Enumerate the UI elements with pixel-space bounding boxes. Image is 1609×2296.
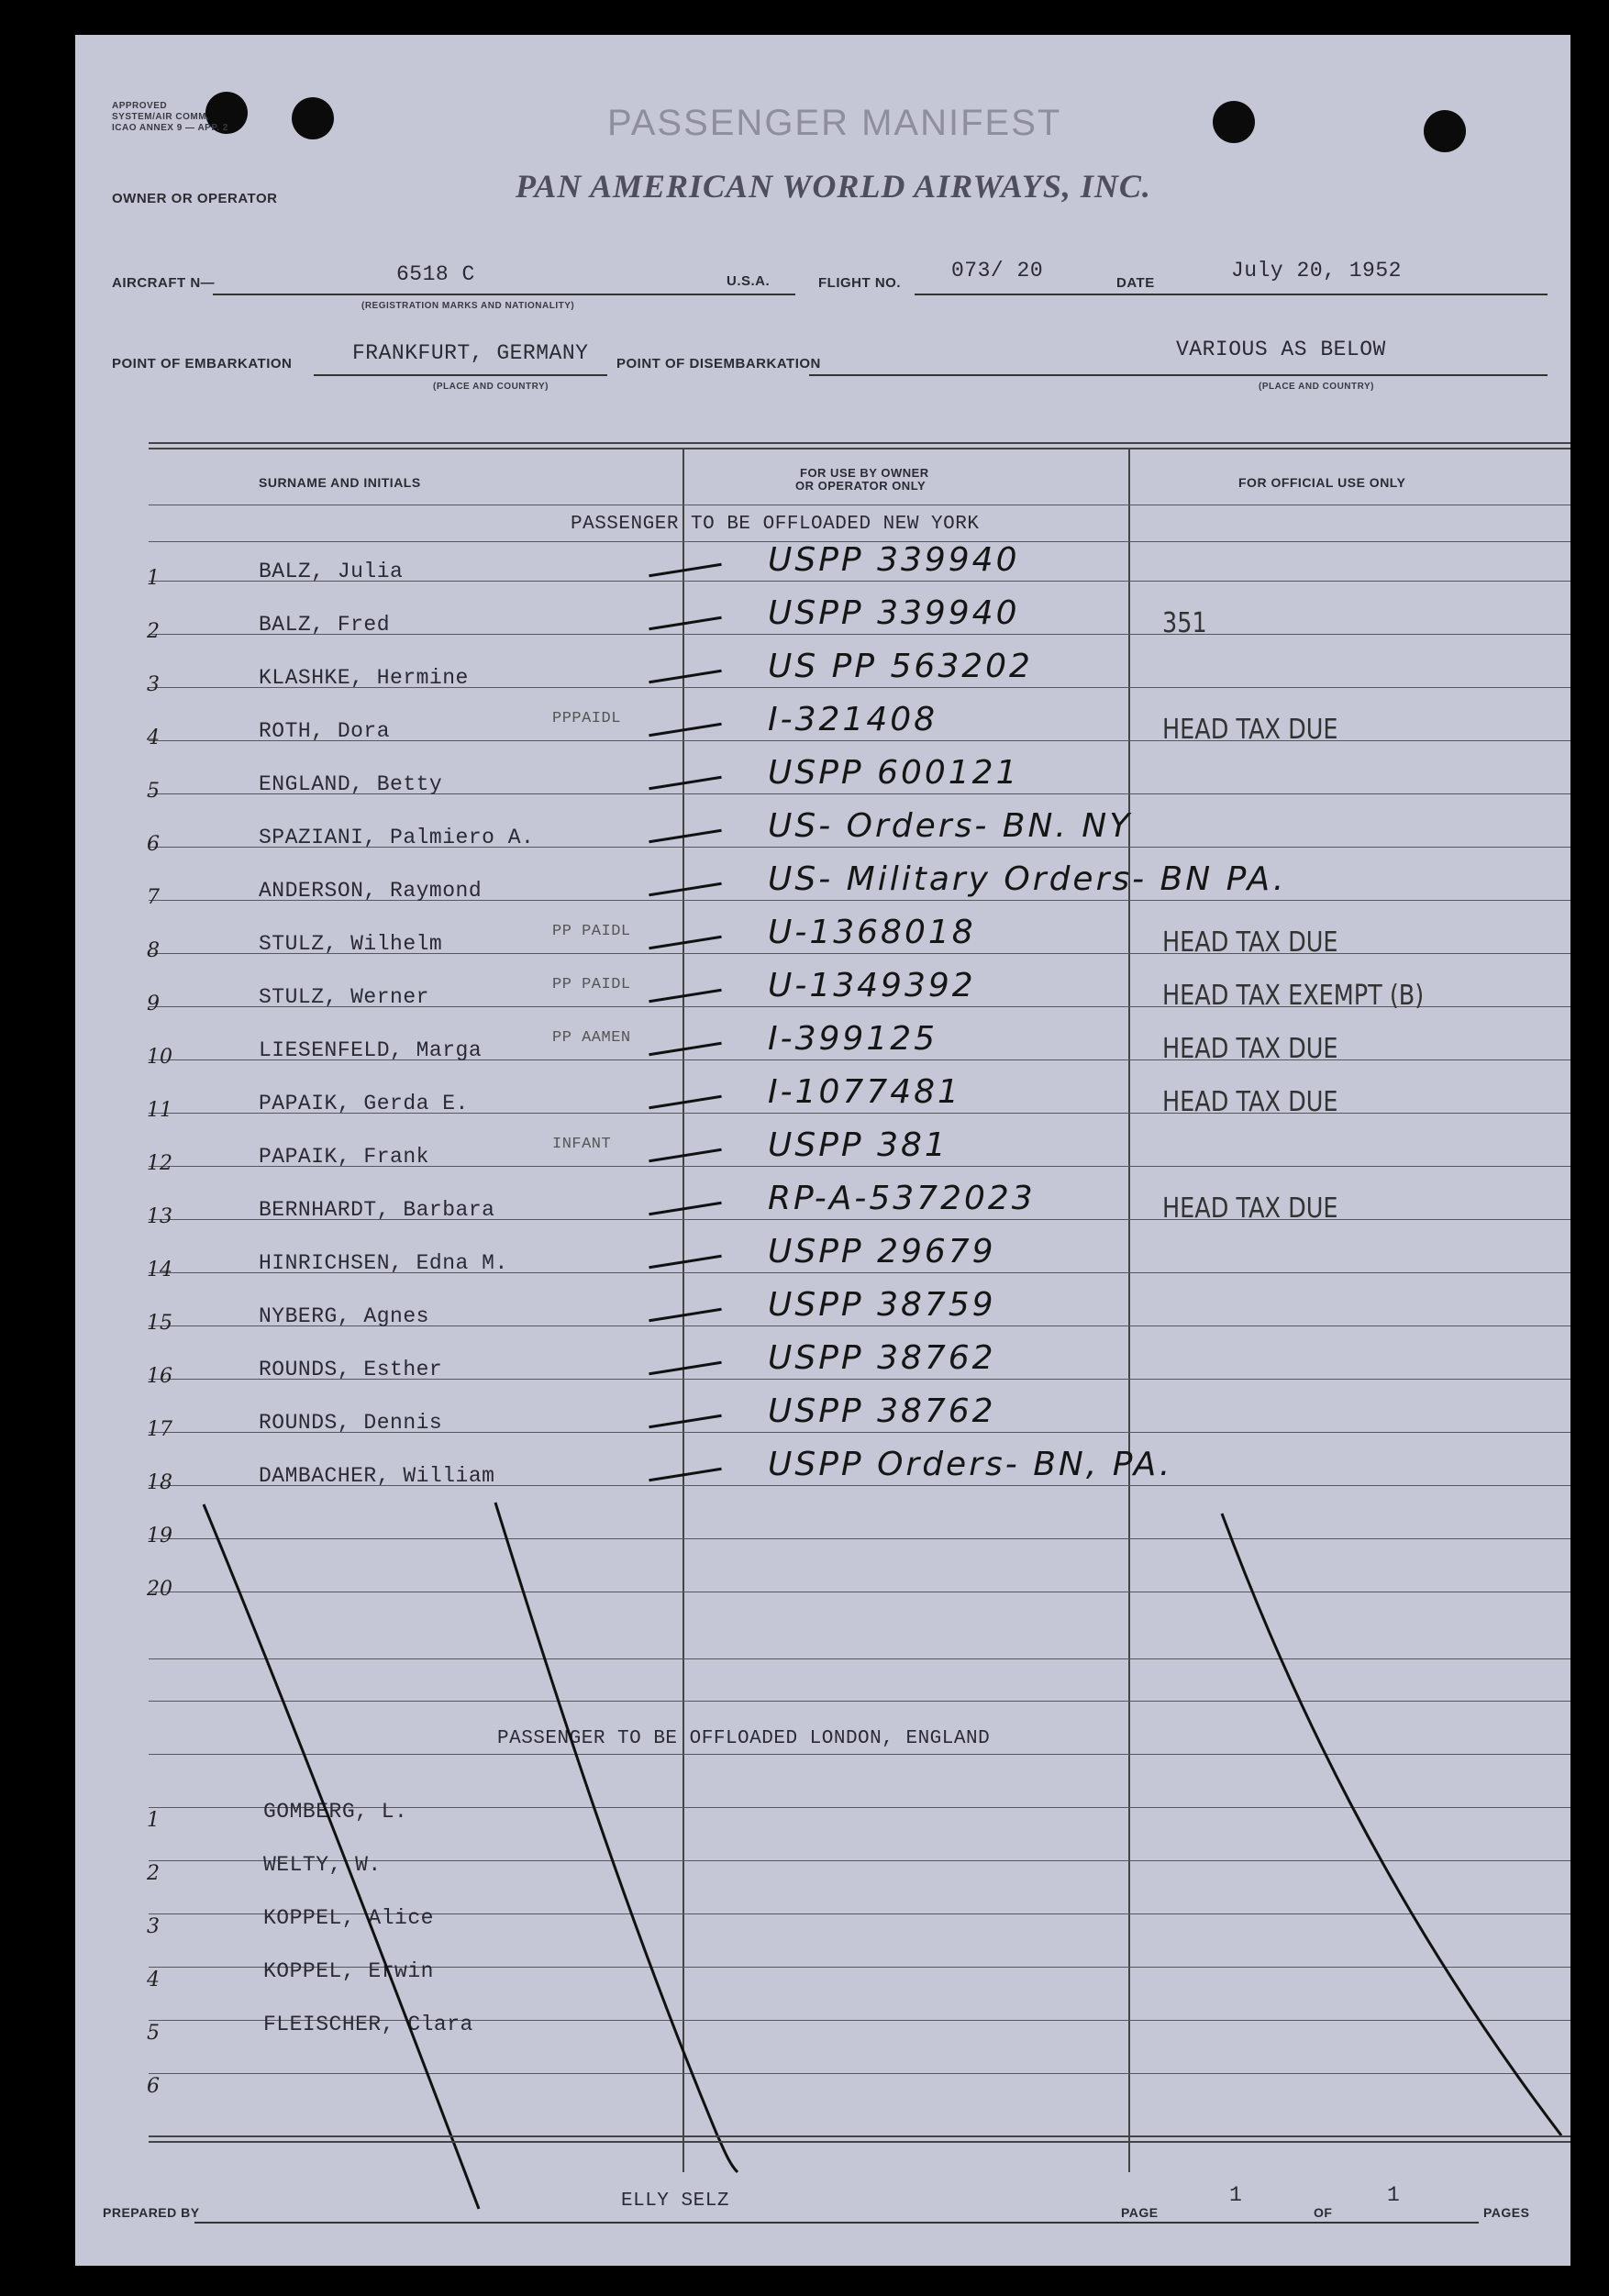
row-number: 12 bbox=[147, 1152, 172, 1175]
passenger-name: HINRICHSEN, Edna M. bbox=[259, 1251, 508, 1275]
official-note: HEAD TAX EXEMPT (B) bbox=[1162, 980, 1425, 1012]
passenger-name: LIESENFELD, Marga bbox=[259, 1038, 483, 1062]
form-ref-line3: ICAO ANNEX 9 — APP. 2 bbox=[112, 123, 228, 133]
usa-label: U.S.A. bbox=[727, 273, 771, 289]
passenger-name: ROTH, Dora bbox=[259, 719, 391, 743]
document-number: USPP 38762 bbox=[768, 1392, 996, 1430]
passenger-name: BALZ, Julia bbox=[259, 560, 404, 583]
official-note: HEAD TAX DUE bbox=[1162, 1033, 1338, 1065]
form-ref-line2: SYSTEM/AIR COMM. bbox=[112, 112, 210, 122]
row-number: 11 bbox=[147, 1099, 172, 1122]
row-number: 18 bbox=[147, 1471, 172, 1494]
document-number: RP-A-5372023 bbox=[768, 1180, 1036, 1217]
owner-value: PAN AMERICAN WORLD AIRWAYS, INC. bbox=[516, 168, 1151, 205]
row-number: 17 bbox=[147, 1418, 172, 1441]
passenger-name: ENGLAND, Betty bbox=[259, 772, 443, 796]
flight-value: 073/ 20 bbox=[951, 259, 1044, 283]
aircraft-sublabel: (REGISTRATION MARKS AND NATIONALITY) bbox=[361, 301, 575, 311]
passenger-note: PP AAMEN bbox=[552, 1029, 631, 1047]
prepared-value: ELLY SELZ bbox=[621, 2191, 729, 2212]
row-number: 15 bbox=[147, 1312, 172, 1335]
embark-value: FRANKFURT, GERMANY bbox=[352, 341, 589, 365]
document-number: USPP 600121 bbox=[768, 754, 1020, 792]
document-number: USPP Orders- BN, PA. bbox=[768, 1446, 1173, 1483]
row-number: 4 bbox=[147, 1969, 160, 1991]
table-bottom-rule bbox=[149, 2141, 1570, 2143]
row-number: 19 bbox=[147, 1525, 172, 1547]
passenger-name: KOPPEL, Erwin bbox=[263, 1959, 434, 1983]
disembark-sublabel: (PLACE AND COUNTRY) bbox=[1259, 382, 1374, 392]
document-number: USPP 38762 bbox=[768, 1339, 996, 1377]
document-number: US PP 563202 bbox=[768, 648, 1033, 685]
official-note: HEAD TAX DUE bbox=[1162, 926, 1338, 959]
row-number: 7 bbox=[147, 886, 160, 909]
row-number: 6 bbox=[147, 2075, 160, 2098]
date-label: DATE bbox=[1116, 275, 1155, 291]
document-number: USPP 38759 bbox=[768, 1286, 996, 1324]
col-header-owner-1: FOR USE BY OWNER bbox=[800, 466, 929, 480]
passenger-name: BERNHARDT, Barbara bbox=[259, 1198, 495, 1222]
passenger-name: BALZ, Fred bbox=[259, 613, 391, 637]
passenger-name: WELTY, W. bbox=[263, 1853, 382, 1877]
row-number: 14 bbox=[147, 1259, 172, 1281]
prepared-label: PREPARED BY bbox=[103, 2205, 200, 2220]
row-number: 3 bbox=[147, 1915, 160, 1938]
page-label: PAGE bbox=[1121, 2205, 1159, 2220]
document-number: USPP 29679 bbox=[768, 1233, 996, 1270]
col-header-owner-2: OR OPERATOR ONLY bbox=[795, 479, 927, 493]
row-number: 20 bbox=[147, 1578, 172, 1601]
page-title: PASSENGER MANIFEST bbox=[607, 103, 1062, 143]
row-number: 16 bbox=[147, 1365, 172, 1388]
flight-label: FLIGHT NO. bbox=[818, 275, 901, 291]
row-number: 2 bbox=[147, 1862, 160, 1885]
row-number: 1 bbox=[147, 567, 160, 590]
passenger-name: FLEISCHER, Clara bbox=[263, 2013, 473, 2036]
disembark-value: VARIOUS AS BELOW bbox=[1176, 338, 1386, 361]
document-number: I-321408 bbox=[768, 701, 938, 738]
page-value: 1 bbox=[1229, 2183, 1243, 2207]
of-value: 1 bbox=[1387, 2183, 1401, 2207]
pages-label: PAGES bbox=[1483, 2205, 1530, 2220]
owner-label: OWNER OR OPERATOR bbox=[112, 191, 278, 206]
passenger-name: KLASHKE, Hermine bbox=[259, 666, 469, 690]
document-number: U-1368018 bbox=[768, 914, 976, 951]
row-number: 4 bbox=[147, 727, 160, 749]
document-number: USPP 381 bbox=[768, 1126, 949, 1164]
row-number: 10 bbox=[147, 1046, 172, 1069]
passenger-name: NYBERG, Agnes bbox=[259, 1304, 429, 1328]
passenger-name: GOMBERG, L. bbox=[263, 1800, 408, 1824]
row-number: 9 bbox=[147, 993, 160, 1015]
official-note: HEAD TAX DUE bbox=[1162, 1086, 1338, 1118]
passenger-note: PP PAIDL bbox=[552, 923, 631, 940]
row-number: 1 bbox=[147, 1809, 160, 1832]
document-number: US- Orders- BN. NY bbox=[768, 807, 1133, 845]
passenger-name: PAPAIK, Frank bbox=[259, 1145, 429, 1169]
row-number: 5 bbox=[147, 780, 160, 803]
row-number: 8 bbox=[147, 939, 160, 962]
aircraft-label: AIRCRAFT N— bbox=[112, 275, 216, 291]
date-value: July 20, 1952 bbox=[1231, 259, 1402, 283]
document-number: US- Military Orders- BN PA. bbox=[768, 860, 1287, 898]
row-number: 6 bbox=[147, 833, 160, 856]
document-number: I-399125 bbox=[768, 1020, 938, 1058]
document-number: USPP 339940 bbox=[768, 594, 1020, 632]
passenger-name: PAPAIK, Gerda E. bbox=[259, 1092, 469, 1115]
official-note: 351 bbox=[1162, 607, 1207, 639]
passenger-note: PPPAIDL bbox=[552, 710, 621, 727]
passenger-note: PP PAIDL bbox=[552, 976, 631, 993]
section-heading-ny: PASSENGER TO BE OFFLOADED NEW YORK bbox=[571, 514, 980, 535]
embark-sublabel: (PLACE AND COUNTRY) bbox=[433, 382, 549, 392]
disembark-label: POINT OF DISEMBARKATION bbox=[616, 356, 821, 372]
document-number: USPP 339940 bbox=[768, 541, 1020, 579]
row-number: 5 bbox=[147, 2022, 160, 2045]
cancel-strokes bbox=[75, 35, 1570, 2266]
passenger-name: STULZ, Wilhelm bbox=[259, 932, 443, 956]
row-number: 3 bbox=[147, 673, 160, 696]
official-note: HEAD TAX DUE bbox=[1162, 714, 1338, 746]
passenger-name: ANDERSON, Raymond bbox=[259, 879, 483, 903]
row-number: 2 bbox=[147, 620, 160, 643]
table-bottom-rule bbox=[149, 2135, 1570, 2137]
passenger-name: SPAZIANI, Palmiero A. bbox=[259, 826, 535, 849]
section-heading-london: PASSENGER TO BE OFFLOADED LONDON, ENGLAND bbox=[497, 1728, 991, 1749]
of-label: OF bbox=[1314, 2205, 1333, 2220]
embark-label: POINT OF EMBARKATION bbox=[112, 356, 293, 372]
row-number: 13 bbox=[147, 1205, 172, 1228]
col-header-name: SURNAME AND INITIALS bbox=[259, 475, 421, 490]
aircraft-value: 6518 C bbox=[396, 262, 475, 286]
form-ref-line1: APPROVED bbox=[112, 101, 168, 111]
passenger-name: STULZ, Werner bbox=[259, 985, 429, 1009]
document-number: U-1349392 bbox=[768, 967, 976, 1004]
official-note: HEAD TAX DUE bbox=[1162, 1192, 1338, 1225]
passenger-name: KOPPEL, Alice bbox=[263, 1906, 434, 1930]
passenger-name: DAMBACHER, William bbox=[259, 1464, 495, 1488]
col-header-official: FOR OFFICIAL USE ONLY bbox=[1238, 475, 1406, 490]
passenger-name: ROUNDS, Dennis bbox=[259, 1411, 443, 1435]
document-number: I-1077481 bbox=[768, 1073, 961, 1111]
passenger-note: INFANT bbox=[552, 1136, 612, 1153]
manifest-sheet bbox=[75, 35, 1570, 2266]
passenger-name: ROUNDS, Esther bbox=[259, 1358, 443, 1381]
